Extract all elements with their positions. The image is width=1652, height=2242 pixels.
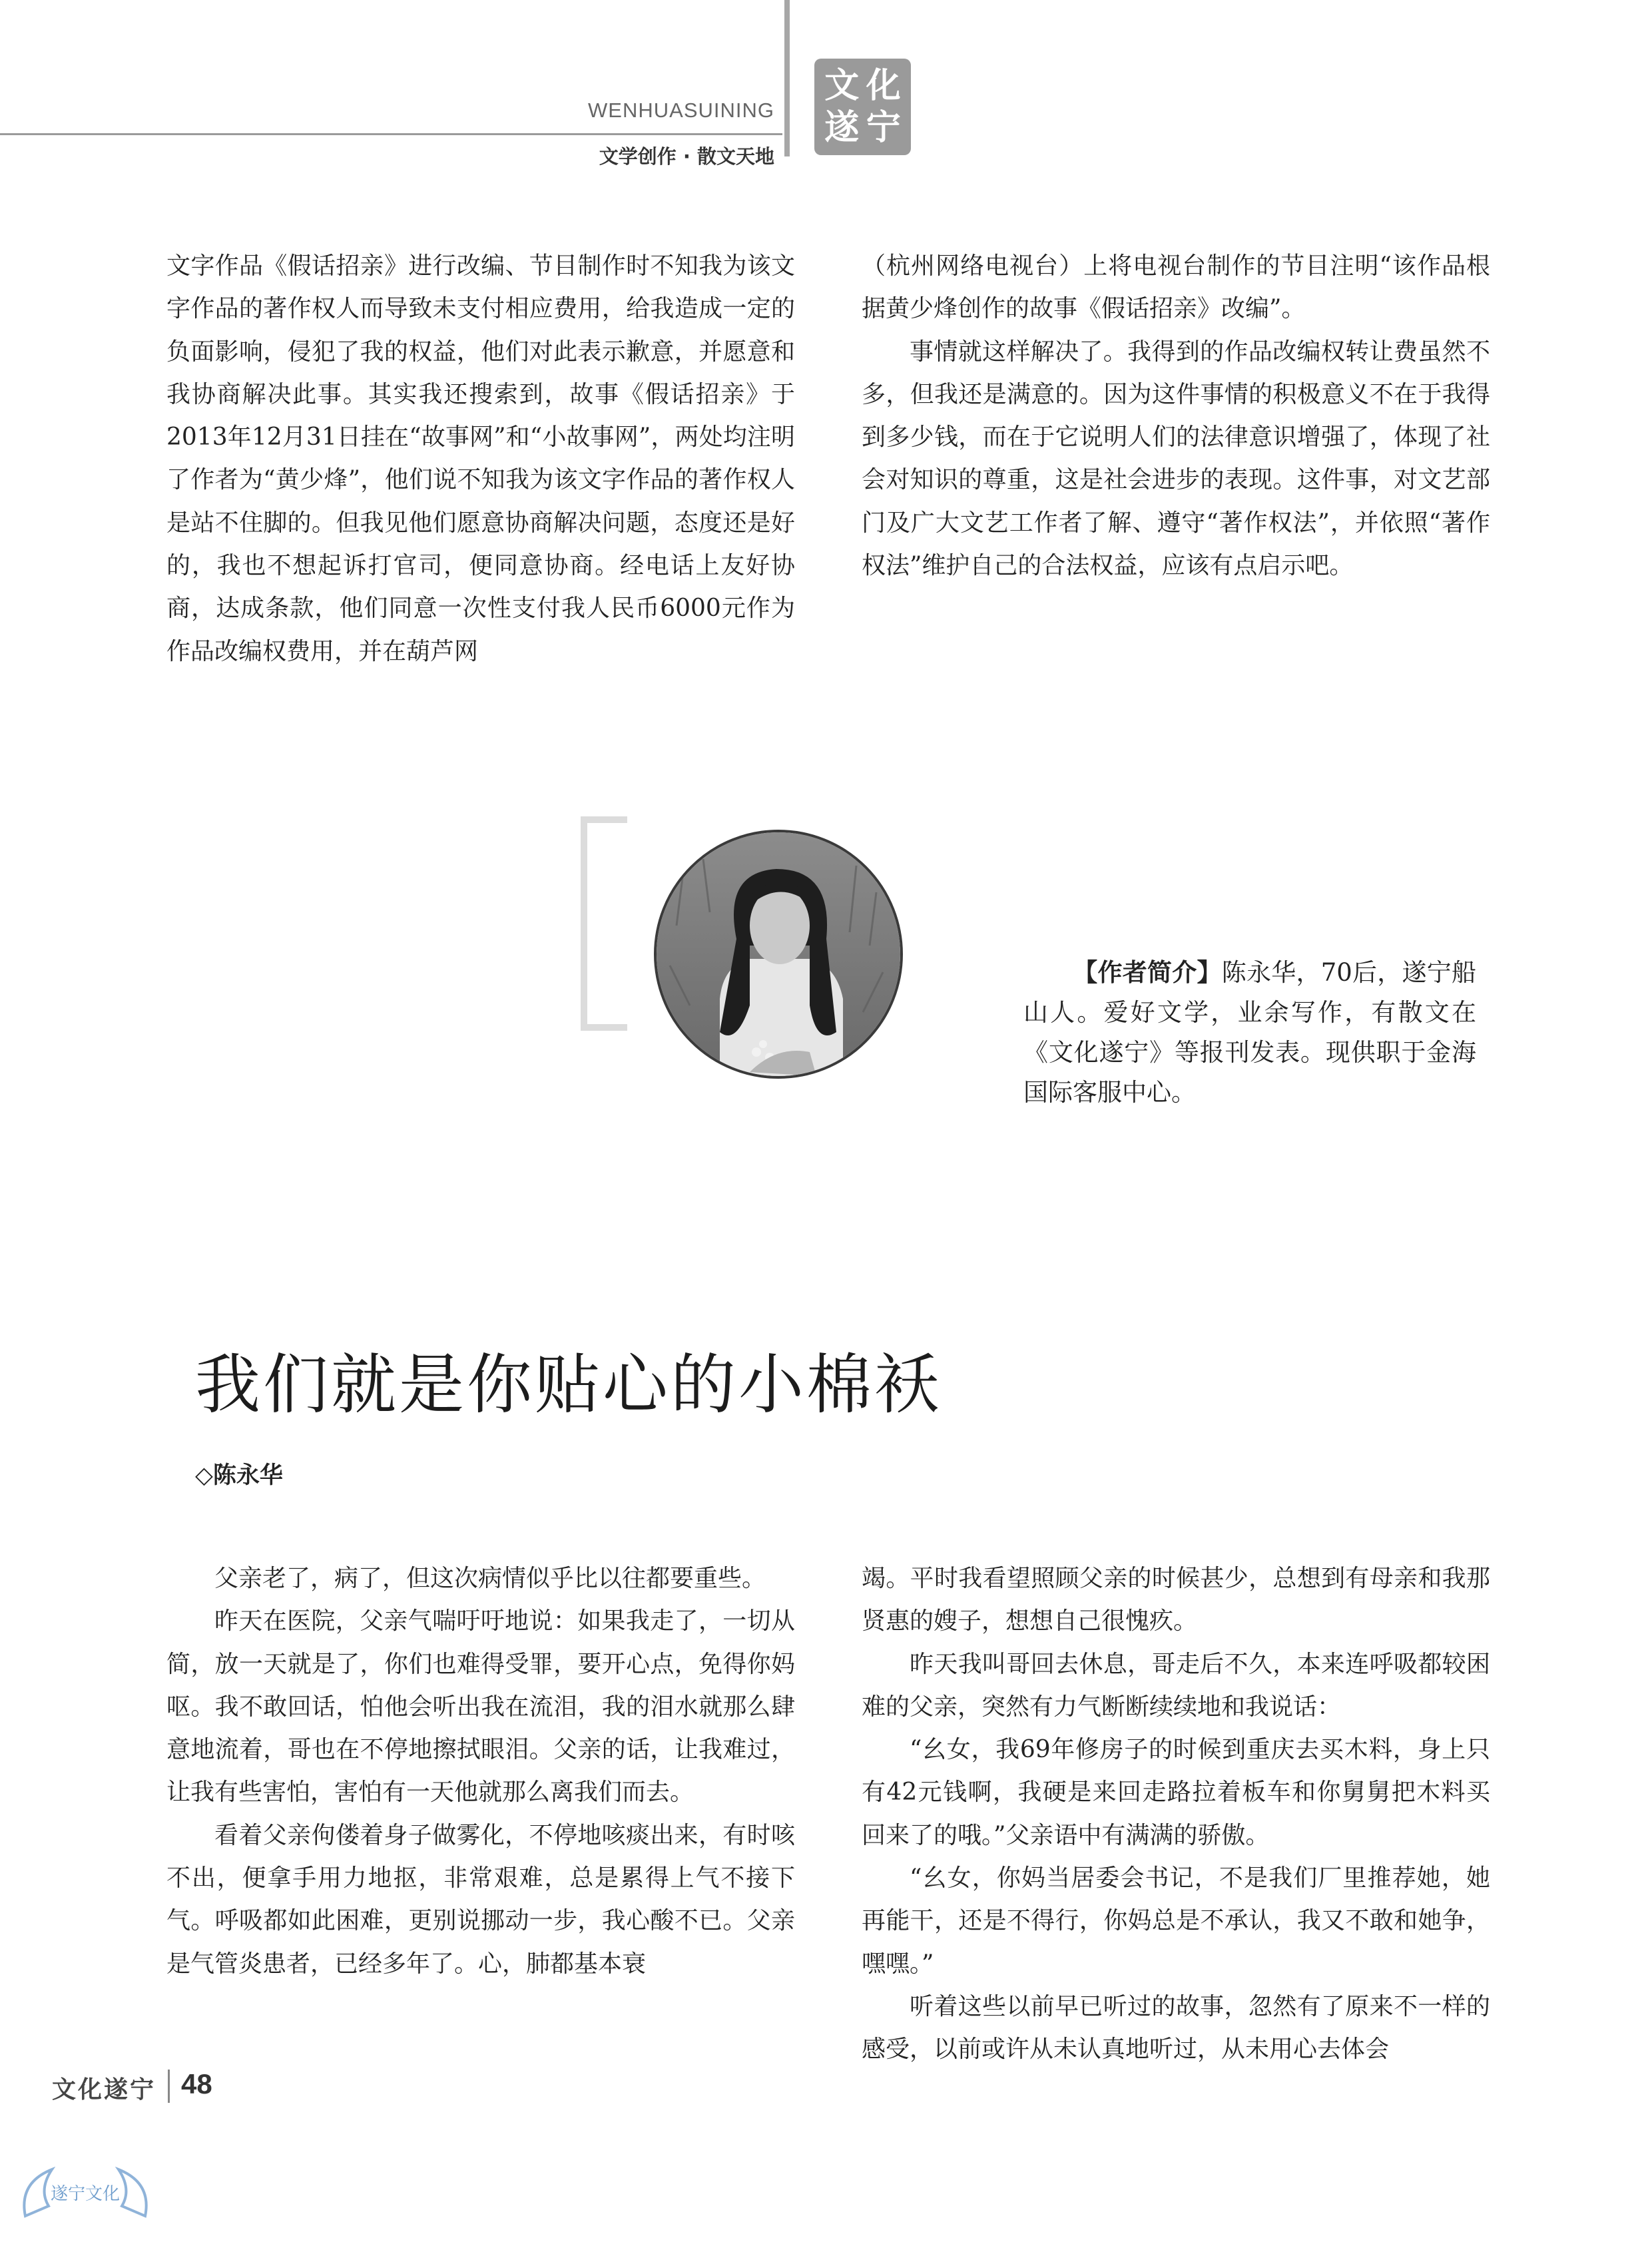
header-section-label: 文学创作 · 散文天地 (599, 145, 774, 168)
watermark-text: 遂宁文化 (50, 2184, 121, 2204)
article1-column-left (166, 245, 795, 673)
paragraph: 父亲老了，病了，但这次病情似乎比以往都要重些。 (214, 1565, 766, 1592)
paragraph: 文字作品《假话招亲》进行改编、节目制作时不知我为该文字作品的著作权人而导致未支付相应费用，给我造成一定的负面影响，侵犯了我的权益，他们对此表示歉意，并愿意和我协商解决此事。其实我还搜索到，故事《假话招亲》于2013年12月31日挂在“故事网”和“小故事网”，两处均注明了作者为“黄少烽”，他们说不知我为该文字作品的著作权人是站不住脚的。但我见他们愿意协商解决问题，态度还是好的，我也不想起诉打官司，便同意协商。经电话上友好协商，达成条款，他们同意一次性支付我人民币6000元作为作品改编权费用，并在葫芦网 (166, 252, 795, 665)
paragraph: 事情就这样解决了。我得到的作品改编权转让费虽然不多，但我还是满意的。因为这件事情的积极意义不在于我得到多少钱，而在于它说明人们的法律意识增强了，体现了社会对知识的尊重，这是社会进步的表现。这件事，对文艺部门及广大文艺工作者了解、遵守“著作权法”，并依照“著作权法”维护自己的合法权益，应该有点启示吧。 (862, 338, 1490, 580)
footer-separator (168, 2070, 170, 2103)
paragraph: （杭州网络电视台）上将电视台制作的节目注明“该作品根据黄少烽创作的故事《假话招亲》改编”。 (862, 252, 1490, 323)
paragraph: 昨天在医院，父亲气喘吁吁地说：如果我走了，一切从简，放一天就是了，你们也难得受罪，要开心点，免得你妈呕。我不敢回话，怕他会听出我在流泪，我的泪水就那么肆意地流着，哥也在不停地擦拭眼泪。父亲的话，让我难过，让我有些害怕，害怕有一天他就那么离我们而去。 (166, 1607, 795, 1807)
article2-column-left (166, 1557, 795, 1986)
page-number: 48 (181, 2068, 212, 2100)
paragraph: 昨天我叫哥回去休息，哥走后不久，本来连呼吸都较困难的父亲，突然有力气断断续续地和我说话： (862, 1650, 1490, 1721)
article-byline: ◇陈永华 (195, 1462, 283, 1489)
paragraph: “幺女，我69年修房子的时候到重庆去买木料，身上只有42元钱啊，我硬是来回走路拉着板车和你舅舅把木料买回来了的哦。”父亲语中有满满的骄傲。 (862, 1736, 1490, 1849)
footer-magazine-name: 文化遂宁 (52, 2076, 156, 2103)
article-title: 我们就是你贴心的小棉袄 (195, 1347, 943, 1423)
author-portrait-image (657, 832, 900, 1076)
article1-column-right (862, 245, 1490, 587)
paragraph: 竭。平时我看望照顾父亲的时候甚少，总想到有母亲和我那贤惠的嫂子，想想自己很愧疚。 (862, 1565, 1490, 1635)
article2-column-right (862, 1557, 1490, 2072)
logo-char: 文 (824, 65, 860, 107)
header-rule (0, 133, 782, 135)
author-photo (654, 830, 903, 1079)
paragraph: 听着这些以前早已听过的故事，忽然有了原来不一样的感受，以前或许从未认真地听过，从未用心去体会 (862, 1992, 1490, 2064)
watermark-logo (12, 2143, 158, 2229)
logo-char: 宁 (866, 107, 901, 148)
author-bio-tag: 【作者简介】 (1073, 958, 1222, 987)
paragraph: 看着父亲佝偻着身子做雾化，不停地咳痰出来，有时咳不出，便拿手用力地抠，非常艰难，总是累得上气不接下气。呼吸都如此困难，更别说挪动一步，我心酸不已。父亲是气管炎患者，已经多年了。心，肺都基本衰 (166, 1821, 795, 1978)
author-bio-text: 陈永华，70后，遂宁船山人。爱好文学，业余写作，有散文在《文化遂宁》等报刊发表。现供职于金海国际客服中心。 (1023, 958, 1476, 1107)
magazine-logo (814, 59, 911, 155)
wing-icon (12, 2143, 158, 2229)
header-vertical-rule (784, 0, 790, 156)
decorative-bracket (581, 816, 627, 1031)
header-english-title: WENHUASUINING (588, 99, 774, 122)
paragraph: “幺女，你妈当居委会书记，不是我们厂里推荐她，她再能干，还是不得行，你妈总是不承认，我又不敢和她争，嘿嘿。” (862, 1864, 1490, 1978)
logo-char: 化 (866, 65, 901, 107)
author-bio (1023, 952, 1476, 1113)
logo-char: 遂 (824, 107, 860, 148)
